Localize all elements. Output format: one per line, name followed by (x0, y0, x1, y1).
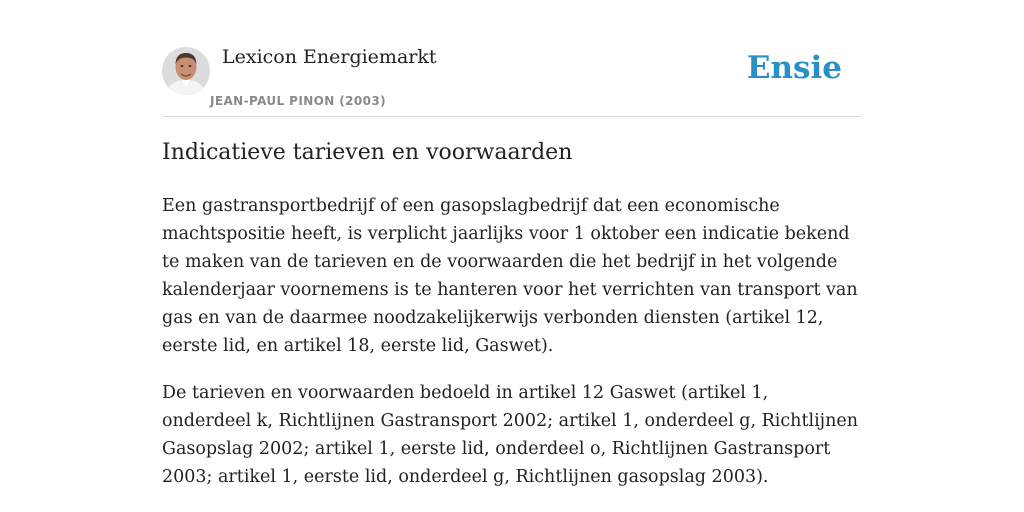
header (162, 40, 862, 117)
paragraph: De tarieven en voorwaarden bedoeld in artikel 12 Gaswet (artikel 1, onderdeel k, Richtlijnen Gastransport 2002; artikel 1, onderdeel g, Richtlijnen Gasopslag 2002; artikel 1, eerste lid, onderdeel o, Richtlijnen Gastransport 2003; artikel 1, eerste lid, onderdeel g, Richtlijnen gasopslag 2003). (162, 383, 859, 487)
article-body (162, 192, 862, 510)
source-title[interactable]: Lexicon Energiemarkt (222, 46, 437, 68)
author-byline[interactable]: JEAN-PAUL PINON (2003) (210, 94, 387, 108)
author-portrait-icon (162, 47, 210, 95)
article-title: Indicatieve tarieven en voorwaarden (162, 140, 573, 165)
brand-logo[interactable]: Ensie (746, 50, 842, 86)
author-avatar (162, 47, 210, 95)
paragraph: Een gastransportbedrijf of een gasopslagbedrijf dat een economische machtspositie heeft, is verplicht jaarlijks voor 1 oktober een indicatie bekend te maken van de tarieven en de voorwaarden die het bedrijf in het volgende kalenderjaar voornemens is te hanteren voor het verrichten van transport van gas en van de daarmee noodzakelijkerwijs verbonden diensten (artikel 12, eerste lid, en artikel 18, eerste lid, Gaswet). (162, 196, 858, 356)
